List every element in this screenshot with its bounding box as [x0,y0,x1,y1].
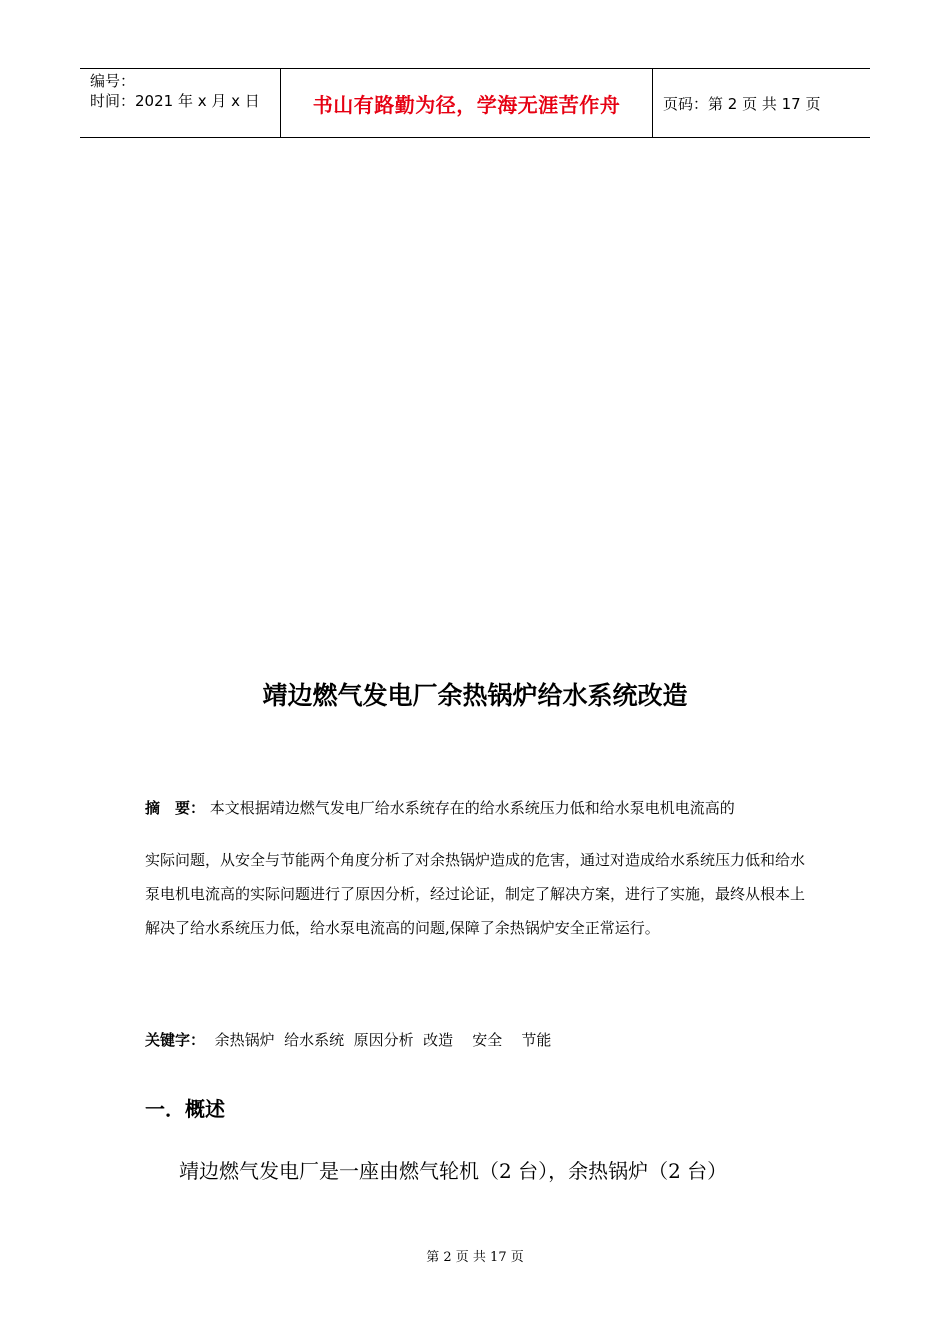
time-label: 时间：2021 年 x 月 x 日 [90,92,260,110]
header-motto-cell [281,69,653,137]
document-title: 靖边燃气发电厂余热锅炉给水系统改造 [262,681,688,710]
header-page-cell [653,69,870,137]
keywords-label: 关键字： [145,1031,206,1049]
page-header [80,68,870,138]
abstract-first-line [145,795,805,821]
header-meta [80,69,281,137]
keywords-list: 余热锅炉 给水系统 原因分析 改造 安全 节能 [214,1031,552,1049]
page-info: 页码：第 2 页 共 17 页 [663,94,821,113]
keywords-line [145,1028,551,1052]
motto-text: 书山有路勤为径，学海无涯苦作舟 [312,92,621,117]
abstract [145,795,805,945]
abstract-label: 摘 要： [145,799,206,817]
abstract-text-rest: 实际问题，从安全与节能两个角度分析了对余热锅炉造成的危害，通过对造成给水系统压力低和给水泵电机电流高的实际问题进行了原因分析，经过论证，制定了解决方案，进行了实施，最终从根本上解决了给水系统压力低，给水泵电流高的问题,保障了余热锅炉安全正常运行。 [145,851,806,937]
section-heading: 一．概述 [145,1097,225,1121]
number-label: 编号： [90,72,136,90]
body-paragraph: 靖边燃气发电厂是一座由燃气轮机（2 台），余热锅炉（2 台） [179,1159,728,1183]
page-footer: 第 2 页 共 17 页 [426,1250,524,1265]
abstract-text-first: 本文根据靖边燃气发电厂给水系统存在的给水系统压力低和给水泵电机电流高的 [209,799,735,817]
